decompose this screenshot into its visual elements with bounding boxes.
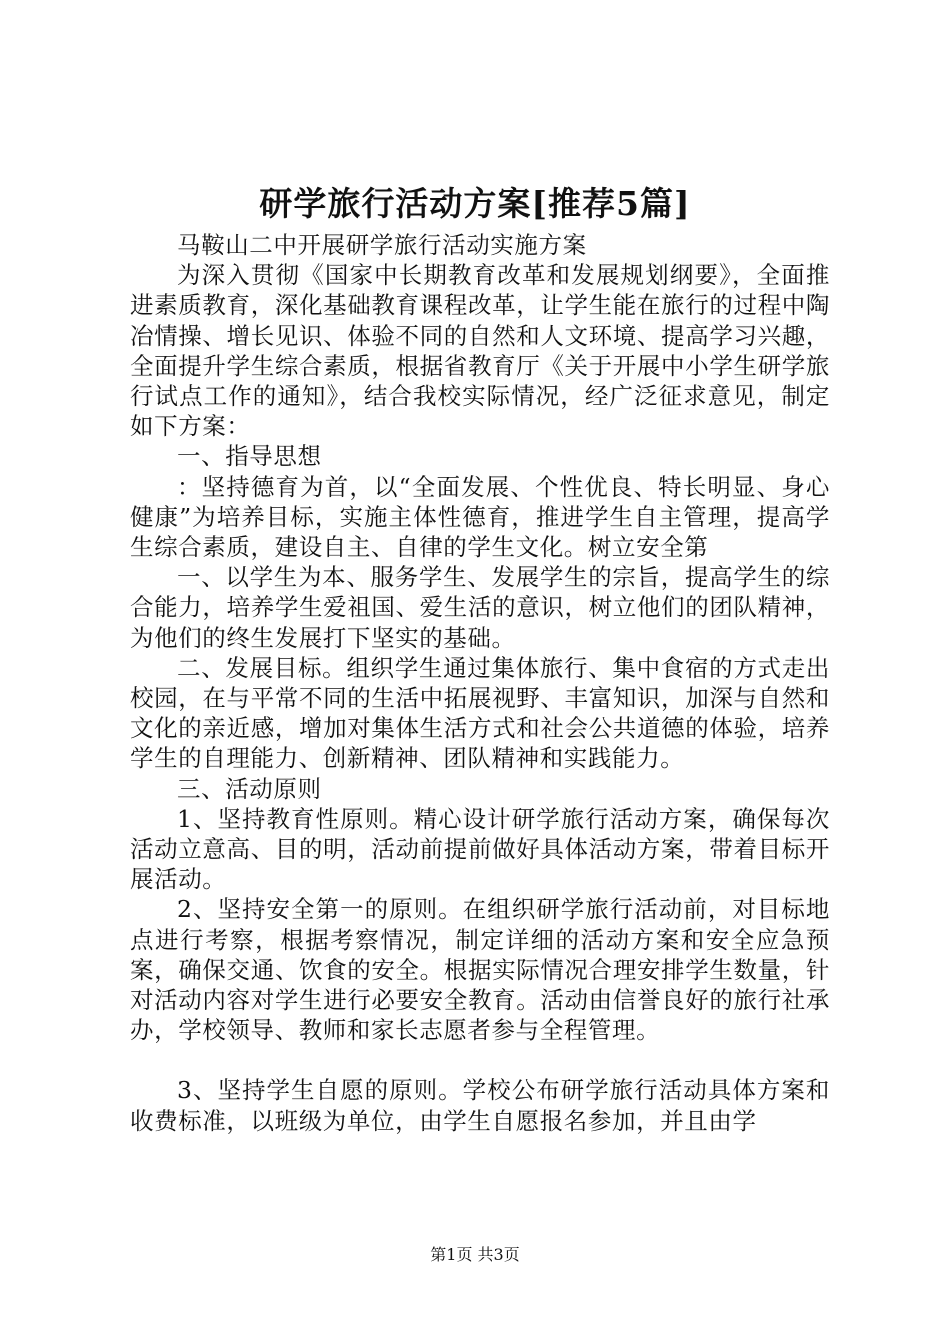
- paragraph-principle-1: 1、坚持教育性原则。精心设计研学旅行活动方案，确保每次活动立意高、目的明，活动前提前做好具体活动方案，带着目标开展活动。: [130, 804, 830, 894]
- paragraph-development-goals: 二、发展目标。组织学生通过集体旅行、集中食宿的方式走出校园，在与平常不同的生活中拓展视野、丰富知识，加深与自然和文化的亲近感，增加对集体生活方式和社会公共道德的体验，培养学生的自理能力、创新精神、团队精神和实践能力。: [130, 653, 830, 773]
- paragraph-intro: 为深入贯彻《国家中长期教育改革和发展规划纲要》，全面推进素质教育，深化基础教育课程改革，让学生能在旅行的过程中陶冶情操、增长见识、体验不同的自然和人文环境、提高学习兴趣，全面提升学生综合素质，根据省教育厅《关于开展中小学生研学旅行试点工作的通知》，结合我校实际情况，经广泛征求意见，制定如下方案：: [130, 261, 830, 441]
- section-heading-guiding-thought: 一、指导思想: [177, 442, 322, 471]
- document-body: [130, 230, 830, 1136]
- section-heading-principles: 三、活动原则: [177, 774, 322, 803]
- paragraph-principle-3: 3、坚持学生自愿的原则。学校公布研学旅行活动具体方案和收费标准，以班级为单位，由学生自愿报名参加，并且由学: [130, 1076, 830, 1135]
- paragraph-principle-2: 2、坚持安全第一的原则。在组织研学旅行活动前，对目标地点进行考察，根据考察情况，制定详细的活动方案和安全应急预案，确保交通、饮食的安全。根据实际情况合理安排学生数量，针对活动内容对学生进行必要安全教育。活动由信誉良好的旅行社承办，学校领导、教师和家长志愿者参与全程管理。: [130, 895, 830, 1045]
- paragraph-guiding-thought: ：坚持德育为首，以“全面发展、个性优良、特长明显、身心健康”为培养目标，实施主体性德育，推进学生自主管理，提高学生综合素质，建设自主、自律的学生文化。树立安全第: [130, 472, 830, 562]
- paragraph-student-centered: 一、以学生为本、服务学生、发展学生的宗旨，提高学生的综合能力，培养学生爱祖国、爱生活的意识，树立他们的团队精神，为他们的终生发展打下坚实的基础。: [130, 563, 830, 652]
- document-title: 研学旅行活动方案[推荐5篇]: [259, 184, 691, 223]
- page-footer: 第1页 共3页: [430, 1245, 520, 1264]
- paragraph-subtitle: 马鞍山二中开展研学旅行活动实施方案: [177, 231, 587, 259]
